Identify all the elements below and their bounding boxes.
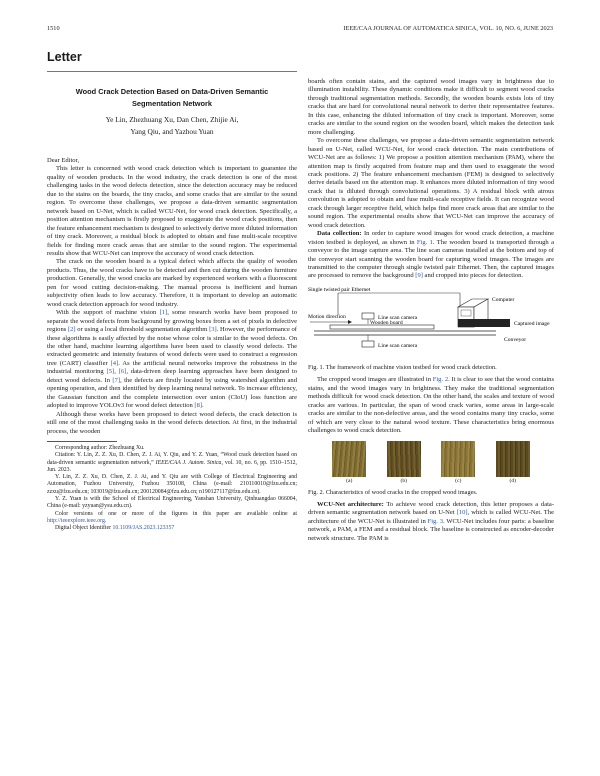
section-label: Letter	[47, 50, 82, 64]
citation-link[interactable]: [10]	[456, 509, 468, 517]
label-motion: Motion direction	[308, 313, 346, 320]
figure-1-caption: Fig. 1. The framework of machine vision testbed for wood crack detection.	[308, 364, 497, 372]
captured-image	[458, 319, 510, 327]
wood-image	[332, 441, 366, 477]
label-camera-top: Line scan camera	[378, 314, 418, 321]
label-ethernet: Single twisted pair Ethernet	[308, 286, 371, 293]
citation-link[interactable]: [8]	[194, 402, 203, 410]
footnote-corresponding: Corresponding author: Zhezhuang Xu.	[55, 444, 145, 451]
camera-icon	[362, 313, 374, 319]
paragraph: boards often contain stains, and the captured wood images vary in brightness due to illumination instability. These dynamic conditions make it difficult to segment wood cracks through traditional segmentation methods. Secondly, the wooden boards exists lots of tiny cracks that are hard for convolutional neural network to derive their representative features. In this case, enhancing the diluted information of tiny crack is important. Moreover, some cracks are similar to the sound region on the wooden board, which makes the detection task more challenging.	[308, 78, 554, 136]
citation-link[interactable]: [5]	[106, 368, 115, 376]
wood-sample-b: (b)	[387, 441, 421, 485]
citation-link[interactable]: [7]	[112, 376, 121, 384]
footnote-citation: Citation: Y. Lin, Z. Z. Xu, D. Chen, Z. J. Ai, Y. Qiu, and Y. Z. Yuan, “Wood crack detection based on data-driven semantic segmentation network,” IEEE/CAA J. Autom. Sinica, vol. 10, no. 6, pp. 1510–1512, Jun. 2023.	[47, 452, 297, 473]
footnote-doi: Digital Object Identifier 10.1109/JAS.2023.123357	[55, 525, 175, 532]
wood-sample-c: (c)	[441, 441, 475, 485]
left-column	[47, 78, 297, 533]
paragraph: Although these works have been proposed to detect wood defects, the crack detection is still one of the most challenging tasks in the wood defects detection. At first, in the industrial process, the wooden	[47, 410, 297, 435]
authors-line-2: Yang Qiu, and Yazhou Yuan	[130, 126, 214, 136]
figure-2	[308, 441, 554, 497]
label-board: Wooden board	[370, 319, 403, 326]
paper-title: Wood Crack Detection Based on Data-Driven Semantic Segmentation Network	[75, 87, 269, 108]
citation-link[interactable]: [3]	[209, 326, 217, 334]
testbed-diagram	[308, 285, 554, 361]
paragraph: To overcome these challenges, we propose a data-driven semantic segmentation network based on U-Net, called WCU-Net, for wood crack detection. The main contributions of WCU-Net are as follows: 1) We propose a position attention mechanism (PAM), where the attention map is firstly acquired from feature map and then used to exaggerate the wood crack positions. 2) The feature enhancement mechanism (FEM) is designed to selectively derive details based on the attention map. It enhances more diluted information of tiny wood crack that is diluted through convolutional operations. 3) A residual block with atrous convolution is adopted to obtain and fuse multi-scale receptive fields. It can recognize wood crack through larger receptive field, which helps find more crack areas that are similar to the sound region. The experimental results show that WCU-Net can improve the accuracy of wood crack detection.	[308, 137, 554, 229]
label-conveyor: Conveyor	[504, 336, 527, 343]
paragraph: The cropped wood images are illustrated in Fig. 2. It is clear to see that the wood contains stains, and the wood images vary in brightness. They make the traditional segmentation methods difficult for wood crack detection. On the other hand, the scales and texture of wood cracks are various. In particular, the span of wood crack varies, some areas in large-scale cracks are similar to the non-defective areas, and the wood contains many tiny cracks, some of which are very close to the natural wood texture. These characteristics bring enormous challenges to wood crack detection.	[308, 376, 554, 435]
paragraph-heading: Data collection:	[317, 230, 362, 238]
arrow-icon	[348, 320, 352, 324]
paper-authors	[47, 114, 297, 137]
footnote-rule	[47, 441, 117, 442]
journal-header: IEEE/CAA JOURNAL OF AUTOMATICA SINICA, VOL. 10, NO. 6, JUNE 2023	[343, 25, 553, 32]
footnote-color: Color versions of one or more of the figures in this paper are available online at http://ieeexplore.ieee.org.	[47, 510, 297, 524]
citation-link[interactable]: [1]	[159, 309, 168, 317]
citation-link[interactable]: [2]	[67, 326, 76, 334]
label-computer: Computer	[492, 296, 515, 303]
doi-link[interactable]: 10.1109/JAS.2023.123357	[112, 525, 175, 532]
salutation: Dear Editor,	[47, 157, 80, 164]
figure-1	[308, 285, 554, 372]
wood-sample-d: (d)	[496, 441, 530, 485]
wood-sample-a: (a)	[332, 441, 366, 485]
authors-line-1: Ye Lin, Zhezhuang Xu, Dan Chen, Zhijie Ai,	[105, 115, 239, 124]
citation-link[interactable]: [4]	[110, 359, 119, 367]
section-rule	[47, 71, 297, 72]
running-header	[47, 25, 553, 35]
figure-link[interactable]: Fig. 2	[432, 376, 449, 384]
page-number: 1510	[47, 25, 60, 32]
paragraph-heading: WCU-Net architecture:	[317, 500, 384, 508]
paragraph: WCU-Net architecture: To achieve wood crack detection, this letter proposes a data-driven semantic segmentation network based on U-Net [10], which is called WCU-Net. The architecture of the WCU-Net is illustrated in Fig. 3. WCU-Net includes four parts: a baseline network, a PAM, a FEM and a residual block. The baseline is constructed as encoder-decoder network structure. The PAM is	[308, 500, 555, 542]
figure-link[interactable]: Fig. 3	[427, 517, 444, 525]
paragraph: Data collection: In order to capture wood images for wood crack detection, a machine vision testbed is deployed, as shown in Fig. 1. The wooden board is transported through a conveyor to the image capture area. The line scan cameras installed at the bottom and top of the conveyor start scanning the wooden board for capturing wood images. The images are transmitted to the computer through single twisted pair Ethernet. Then, the captured images are processed to remove the background [9] and cropped into pieces for detection.	[308, 230, 554, 280]
wood-image	[441, 441, 475, 477]
citation-link[interactable]: [9]	[415, 272, 423, 280]
label-captured: Captured image	[514, 320, 550, 327]
paragraph: The crack on the wooden board is a typical defect which affects the quality of wooden products. Thus, the wood cracks have to be detected and then cut during the wooden furniture production. Generally, the wood cracks are marked by experienced workers with a fluorescent pen for wood cutting decision-making. The manual process is inefficient and human subjectivity often leads to low accuracy. Therefore, it is important to develop an automatic wood crack detection approach for wood industry.	[47, 258, 297, 308]
paragraph: With the support of machine vision [1], some research works have been proposed to separate the wood defects from background by growing boxes from a set of pixels in defective regions [2] or using a local threshold segmentation algorithm [3]. However, the performance of these algorithms is easily affected by the noise whose color is similar to the wood defects. On the other hand, machine learning algorithms have been used to classify wood defects. The extracted geometric and intensity features of wood defects were used to construct a regression tree (CART) classifier [4]. As the artificial neural networks improve the robustness in the industrial monitoring [5], [6], data-driven deep learning approaches have been designed to detect wood defects. In [7], the defects are firstly located by using watershed algorithm and opening operation, and then identified by deep learning neural network. To increase efficiency, the Gaussian function and the complete intersection over union (CIoU) loss function are adopted to improve YOLOv3 for wood defect detection [8].	[47, 309, 297, 410]
footnotes	[47, 445, 297, 533]
paragraph: This letter is concerned with wood crack detection which is important to guarantee the quality of wooden products. In the wood industry, the crack detection is one of the most challenging tasks in the wood defects detection, since the detection accuracy may be reduced due to the stains on the boards, the tiny cracks, and some cracks that are similar to the sound region. To overcome these challenges, we propose a data-driven semantic segmentation network based on U-Net, which is called WCU-Net, for wood crack detection. Specifically, a position attention mechanism is firstly proposed to exaggerate the wood crack positions, then the feature enhancement mechanism is designed to selectively derive more diluted information of tiny crack. Moreover, a residual block is adopted to obtain and fuse multi-scale receptive fields for finding more crack areas that are similar to the sound region. The experimental results show that WCU-Net can improve the accuracy of wood crack detection.	[47, 165, 297, 257]
citation-link[interactable]: [6]	[118, 368, 127, 376]
ieeexplore-link[interactable]: http://ieeexplore.ieee.org	[47, 517, 105, 524]
right-column	[308, 78, 554, 543]
camera-icon	[362, 341, 374, 347]
footnote-affiliation: Y. Z. Yuan is with the School of Electrical Engineering, Yanshan University, Qinhuangdao 066004, China (e-mail: yzyuan@ysu.edu.cn).	[47, 496, 297, 510]
figure-link[interactable]: Fig. 1	[416, 238, 433, 246]
label-camera-bottom: Line scan camera	[378, 342, 418, 349]
wood-image	[496, 441, 530, 477]
wood-image	[387, 441, 421, 477]
figure-2-caption: Fig. 2. Characteristics of wood cracks in the cropped wood images.	[308, 488, 478, 496]
footnote-affiliation: Y. Lin, Z. Z. Xu, D. Chen, Z. J. Ai, and Y. Qiu are with College of Electrical Engineering and Automation, Fuzhou University, Fuzhou 350108, China (e-mail: 210110010@fzu.edu.cn; zzxu@fzu.edu.cn; 103019@fzu.edu.cn; 200120084@fzu.edu.cn; n190127117@fzu.edu.cn).	[47, 474, 297, 495]
